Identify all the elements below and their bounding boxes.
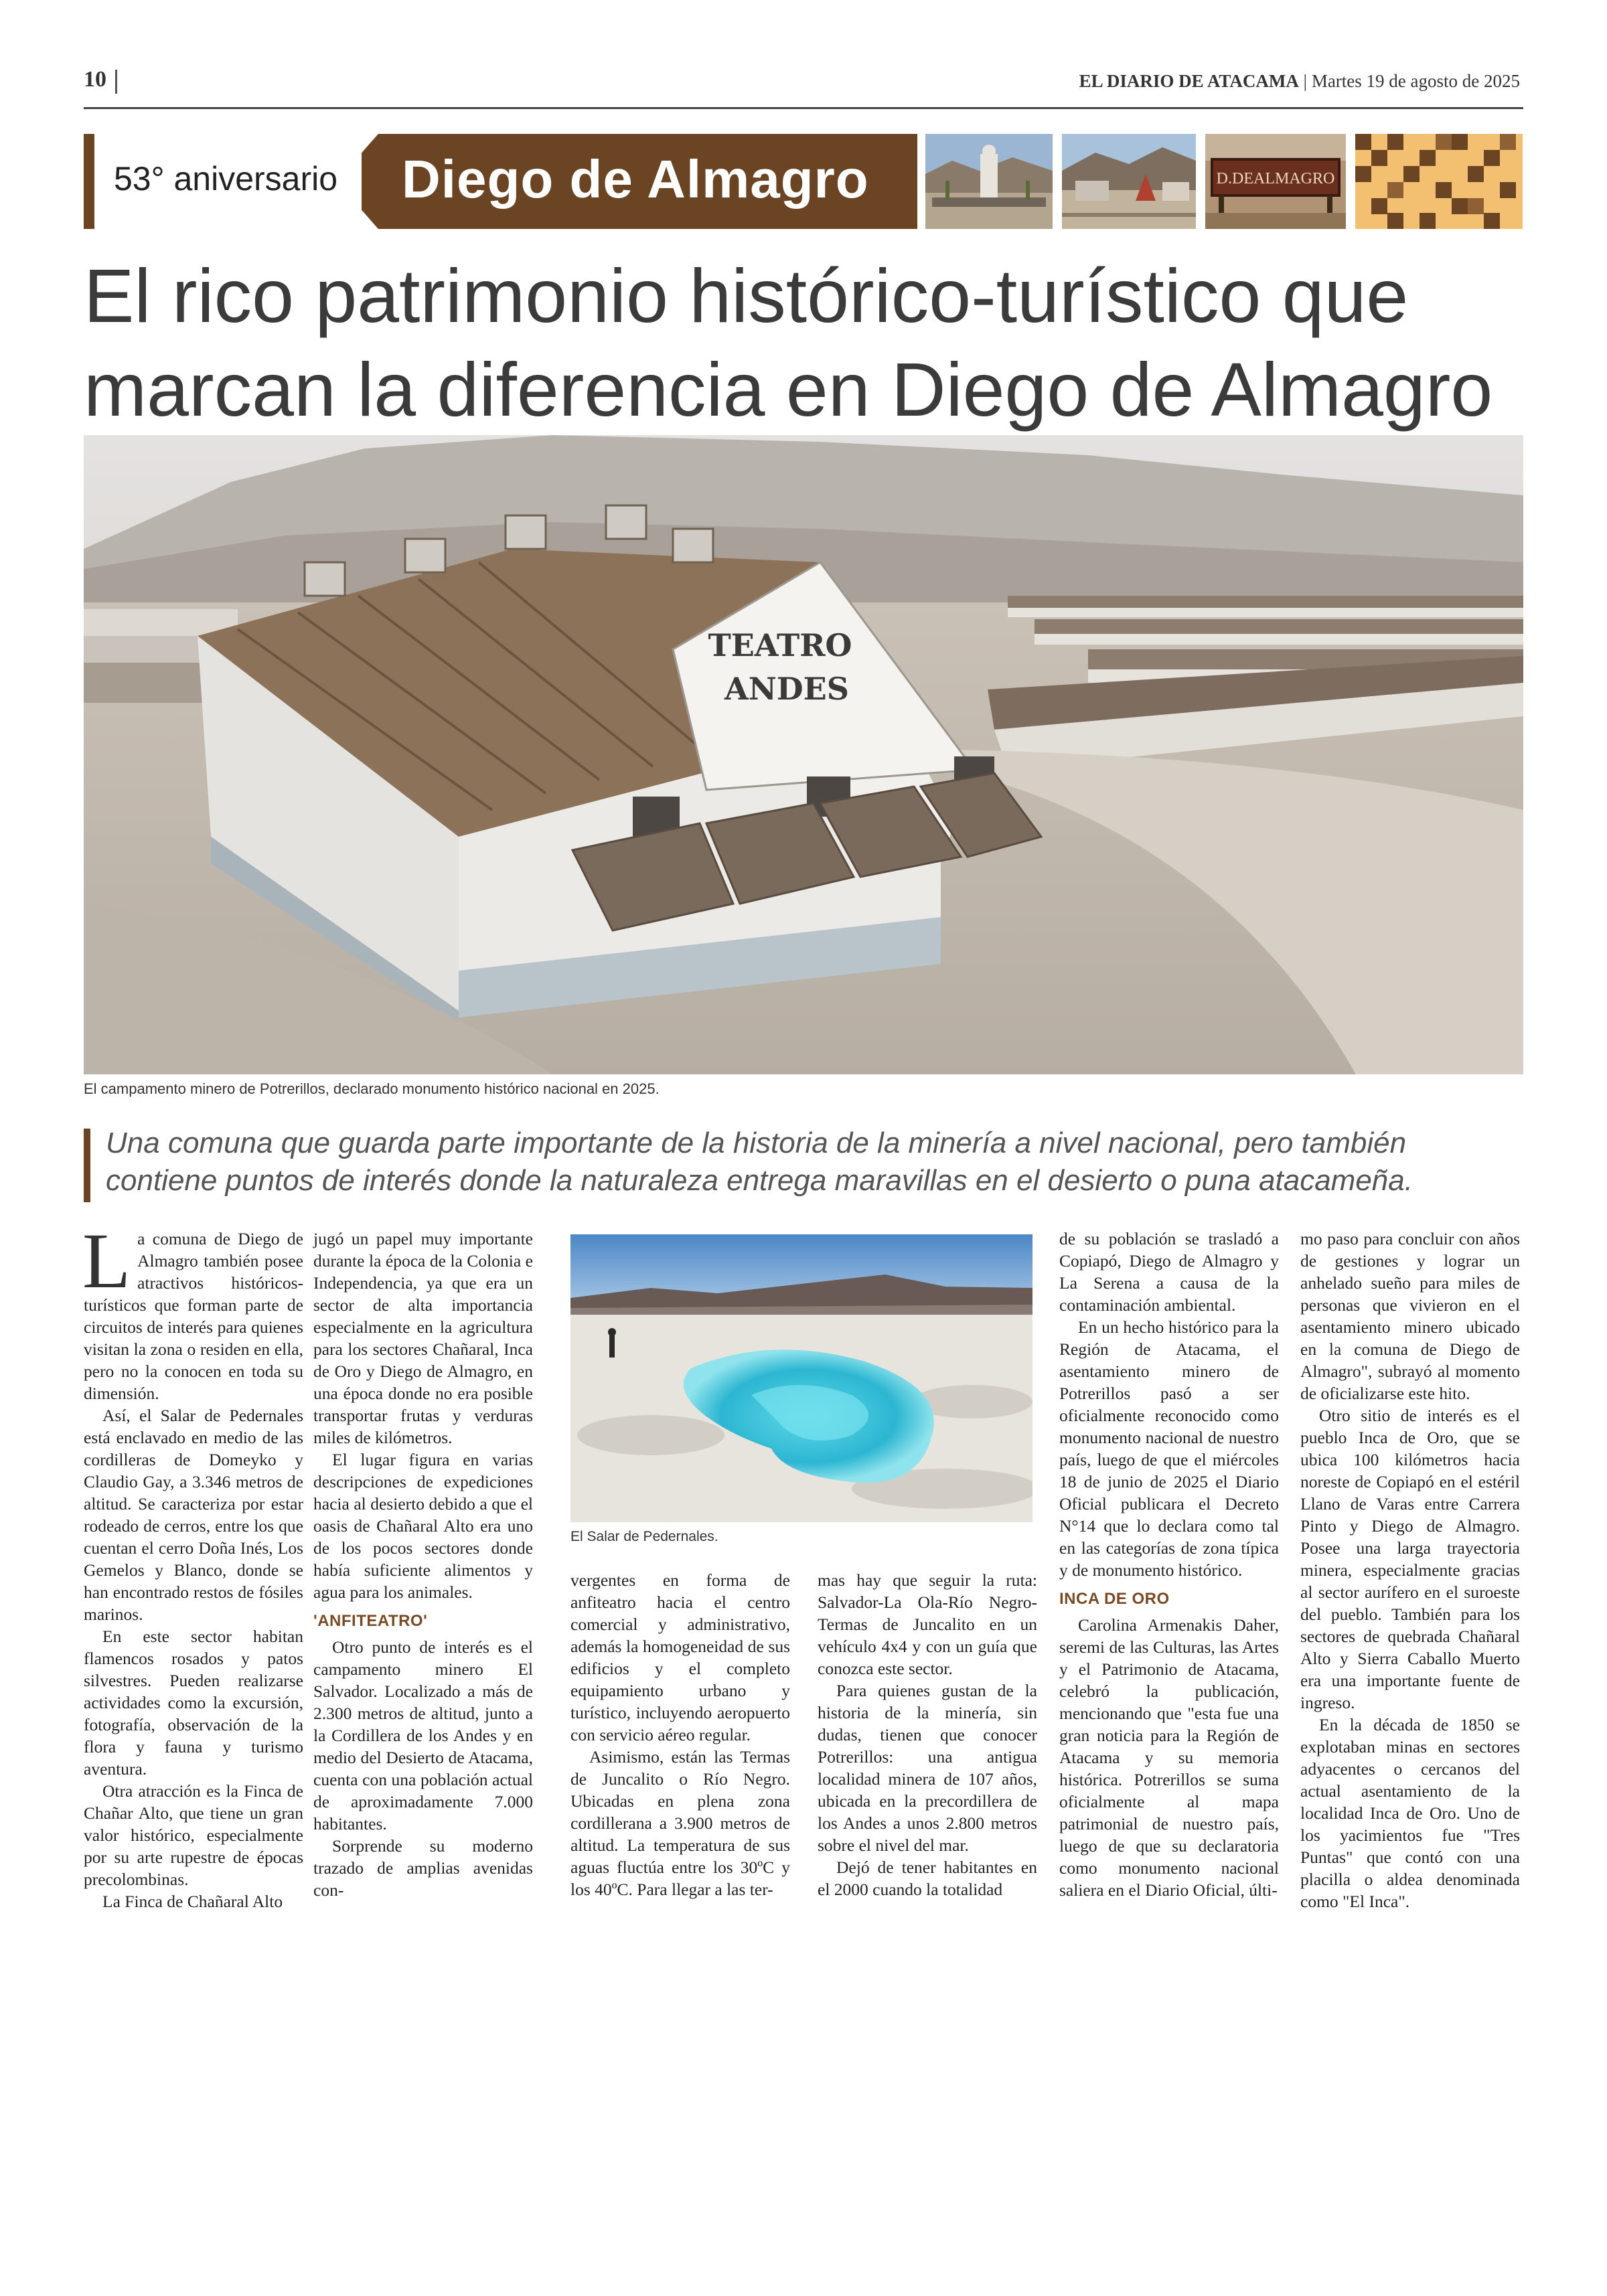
body-column-5 [1059,1228,1279,1901]
subhead-anfiteatro: 'ANFITEATRO' [313,1612,428,1630]
main-photo-teatro-andes [84,435,1523,1074]
header-separator: | [1303,71,1312,91]
inset-photo-salar [570,1234,1032,1522]
paragraph: La Finca de Chañaral Alto [102,1892,283,1911]
paragraph: En este sector habitan flamencos rosados y patos silvestres. Pueden realizarse actividades como la excursión, fotografía, observación de la flora y fauna y turismo aventura. [84,1627,303,1779]
banner-accent-bar [84,134,94,229]
drop-cap: L [82,1217,131,1305]
teatro-sign-line-2: ANDES [724,671,849,707]
paragraph: La comuna de Diego de Almagro también posee atractivos históricos-turísticos que forman parte de circuitos de interés para quienes visitan la zona o residen en ella, pero no la conocen en toda su dimensión. [82,1217,303,1403]
subhead-inca-de-oro: INCA DE ORO [1059,1590,1170,1608]
paragraph: vergentes en forma de anfiteatro hacia el centro comercial y administrativo, además la homogeneidad de sus edificios y el completo equipamiento urbano y turístico, incluyendo aeropuerto con servicio aéreo regular. [570,1570,790,1744]
publication-name: EL DIARIO DE ATACAMA [1079,71,1299,91]
paragraph: jugó un papel muy importante durante la época de la Colonia e Independencia, ya que era un sector de alta importancia especialmente en la agricultura para los sectores Chañaral, Inca de Oro y Diego de Almagro, en una época donde no era posible transportar frutas y verduras miles de kilómetros. [313,1229,533,1447]
article-headline: El rico patrimonio histórico-turístico que marcan la diferencia en Diego de Almagro [84,254,1493,432]
page-number: 10 [84,67,106,92]
paragraph: de su población se trasladó a Copiapó, Diego de Almagro y La Serena a causa de la contaminación ambiental. [1059,1229,1279,1315]
inset-photo-caption: El Salar de Pedernales. [570,1529,718,1544]
publication-header [1079,71,1520,92]
paragraph: mo paso para concluir con años de gestiones y lograr un anhelado sueño para miles de personas que vivieron en el asentamiento minero ubicado en la comuna de Diego de Almagro", subrayó al momento de oficializarse este hito. [1300,1229,1520,1403]
paragraph: Sorprende su moderno trazado de amplias avenidas con- [313,1836,533,1900]
paragraph: Asimismo, están las Termas de Juncalito o Río Negro. Ubicadas en plena zona cordillerana a 3.900 metros de altitud. La temperatura de sus aguas fluctúa entre los 30ºC y los 40ºC. Para llegar a las ter- [570,1747,790,1899]
paragraph: Dejó de tener habitantes en el 2000 cuando la totalidad [818,1858,1037,1899]
banner-thumbnail-sign [1205,134,1346,229]
sign-text: D.DEALMAGRO [1216,170,1335,187]
header-rule [84,107,1523,109]
paragraph: Carolina Armenakis Daher, seremi de las Culturas, las Artes y el Patrimonio de Atacama, celebró la publicación, mencionando que "esta fue una gran noticia para la Región de Atacama y su memoria histórica. Potrerillos se suma oficialmente al mapa patrimonial de nuestro país, luego de que su declaratoria como monumento nacional saliera en el Diario Oficial, últi- [1059,1615,1279,1900]
anniversary-label: 53° aniversario [114,160,338,197]
banner-thumbnail-town [1062,134,1196,229]
banner-thumbnail-monument [925,134,1053,229]
paragraph: Para quienes gustan de la historia de la minería, sin dudas, tienen que conocer Potrerillos: una antigua localidad minera de 107 años, ubicada en la precordillera de los Andes a unos 2.800 metros sobre el nivel del mar. [818,1681,1037,1855]
publication-date: Martes 19 de agosto de 2025 [1311,71,1520,91]
paragraph: El lugar figura en varias descripciones de expediciones hacia al desierto debido a que el oasis de Chañaral Alto era uno de los pocos sectores donde había suficiente alimentos y agua para los animales. [313,1450,533,1602]
body-column-4 [818,1569,1037,1900]
section-title: Diego de Almagro [402,149,869,209]
body-column-1 [82,1217,303,1912]
page-number-divider [115,70,117,94]
body-column-6 [1300,1228,1520,1912]
paragraph: Así, el Salar de Pedernales está enclavado en medio de las cordilleras de Domeyko y Claudio Gay, a 3.346 metros de altitud. Se caracteriza por estar rodeado de cerros, entre los que cuentan el cerro Doña Inés, Los Gemelos y Blanco, donde se han encontrado restos de fósiles marinos. [84,1406,303,1624]
teatro-sign-line-1: TEATRO [708,627,852,663]
body-column-2 [313,1228,533,1901]
body-column-3 [570,1569,790,1900]
paragraph: mas hay que seguir la ruta: Salvador-La Ola-Río Negro-Termas de Juncalito en un vehículo 4x4 y con un guía que conozca este sector. [818,1570,1037,1678]
banner-pattern-decoration [1355,134,1523,229]
article-lead: Una comuna que guarda parte importante de la historia de la minería a nivel nacional, pero también contiene puntos de interés donde la naturaleza entrega maravillas en el desierto o puna atacameña. [106,1127,1413,1197]
paragraph: Otro sitio de interés es el pueblo Inca de Oro, que se ubica 100 kilómetros hacia noreste de Copiapó en el estéril Llano de Varas entre Carrera Pinto y Diego de Almagro. Posee una larga trayectoria minera, especialmente gracias al sector aurífero en el suroeste del pueblo. También para los sectores de quebrada Chañaral Alto y Sierra Caballo Muerto era una importante fuente de ingreso. [1300,1406,1520,1712]
lead-accent-bar [84,1129,90,1202]
paragraph: En la década de 1850 se explotaban minas en sectores adyacentes o cercanos del actual asentamiento de la localidad Inca de Oro. Uno de los yacimientos fue "Tres Puntas" que contó con una placilla o aldea denominada como "El Inca". [1300,1715,1520,1911]
paragraph: Otra atracción es la Finca de Chañar Alto, que tiene un gran valor histórico, especialmente por su arte rupestre de épocas precolombinas. [84,1781,303,1889]
paragraph: En un hecho histórico para la Región de Atacama, el asentamiento minero de Potrerillos pasó a ser oficialmente reconocido como monumento nacional de nuestro país, luego de que el miércoles 18 de junio de 2025 el Diario Oficial publicara el Decreto N°14 que lo declara como tal en las categorías de zona típica y de monumento histórico. [1059,1317,1279,1580]
paragraph: Otro punto de interés es el campamento minero El Salvador. Localizado a más de 2.300 metros de altitud, junto a la Cordillera de los Andes y en medio del Desierto de Atacama, cuenta con una población actual de aproximadamente 7.000 habitantes. [313,1637,533,1833]
main-photo-caption: El campamento minero de Potrerillos, declarado monumento histórico nacional en 2025. [84,1080,660,1097]
